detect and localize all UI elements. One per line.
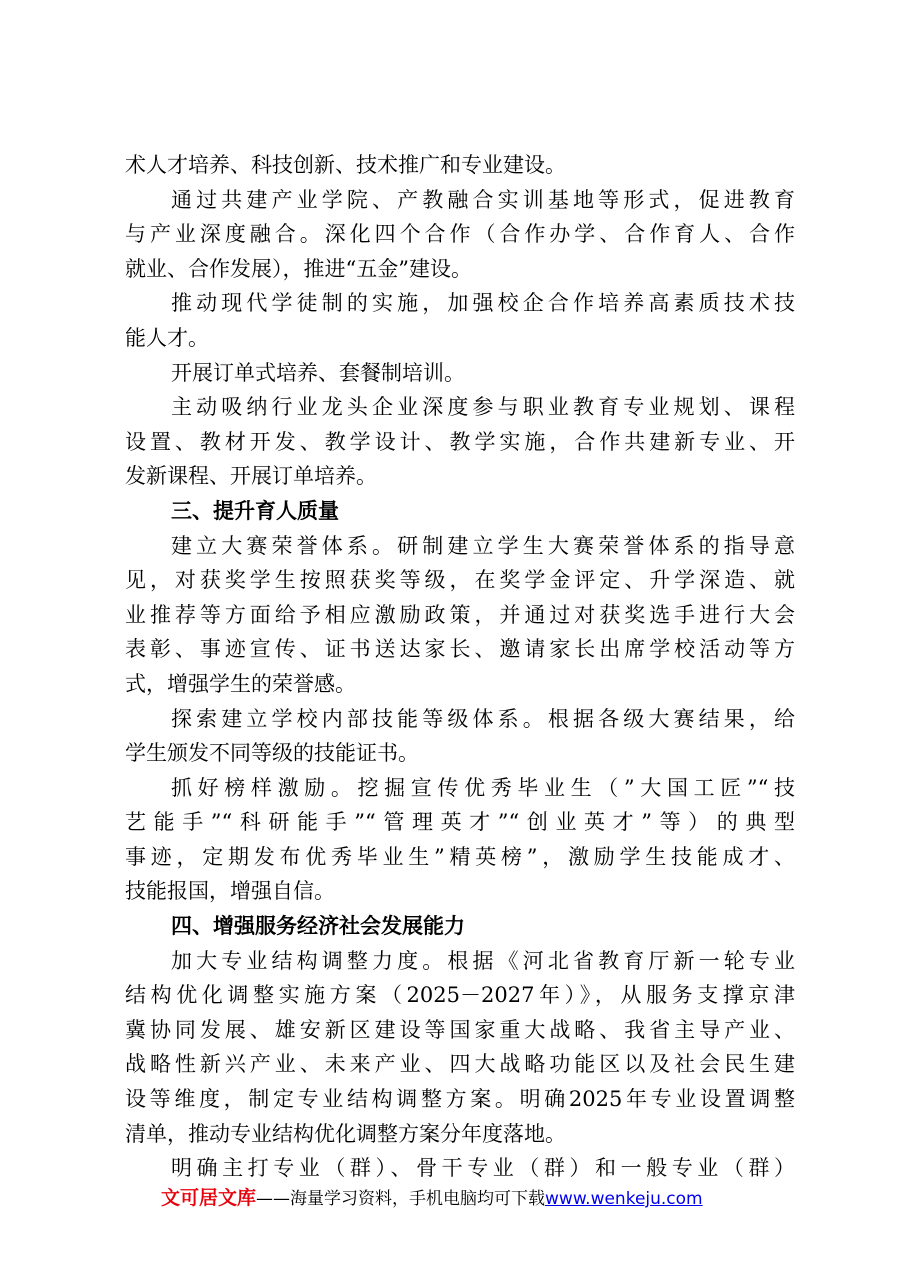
document-body xyxy=(125,148,795,1186)
footer-link[interactable]: www.wenkeju.com xyxy=(545,1189,703,1209)
paragraph-line: 表彰、事迹宣传、证书送达家长、邀请家长出席学校活动等方 xyxy=(125,637,795,662)
paragraph-line: 就业、合作发展），推进“五金”建设。 xyxy=(125,256,472,281)
paragraph-line: 技能报国，增强自信。 xyxy=(125,879,335,904)
paragraph-line: 学生颁发不同等级的技能证书。 xyxy=(125,741,419,766)
paragraph-line: 业推荐等方面给予相应激励政策，并通过对获奖选手进行大会 xyxy=(125,602,795,627)
paragraph-line: 与产业深度融合。深化四个合作（合作办学、合作育人、合作 xyxy=(125,222,795,247)
paragraph-line: 通过共建产业学院、产教融合实训基地等形式，促进教育 xyxy=(171,187,795,212)
paragraph-line: 加大专业结构调整力度。根据《河北省教育厅新一轮专业 xyxy=(171,948,795,973)
footer-slogan: ——海量学习资料，手机电脑均可下载 xyxy=(256,1189,546,1209)
paragraph-line: 发新课程、开展订单培养。 xyxy=(125,464,377,489)
footer-brand: 文可居文库 xyxy=(161,1187,257,1209)
paragraph-line: 能人才。 xyxy=(125,325,209,350)
paragraph-line: 抓好榜样激励。挖掘宣传优秀毕业生（”大国工匠”“技 xyxy=(171,775,795,800)
paragraph-line: 事迹，定期发布优秀毕业生”精英榜”，激励学生技能成才、 xyxy=(125,844,795,869)
paragraph-line: 见，对获奖学生按照获奖等级，在奖学金评定、升学深造、就 xyxy=(125,568,795,593)
section-heading: 四、增强服务经济社会发展能力 xyxy=(171,914,465,939)
paragraph-line: 开展订单式培养、套餐制培训。 xyxy=(171,360,465,385)
paragraph-line: 推动现代学徒制的实施，加强校企合作培养高素质技术技 xyxy=(171,291,795,316)
paragraph-line: 主动吸纳行业龙头企业深度参与职业教育专业规划、课程 xyxy=(171,395,795,420)
paragraph-line: 战略性新兴产业、未来产业、四大战略功能区以及社会民生建 xyxy=(125,1052,795,1077)
paragraph-line: 艺能手”“科研能手”“管理英才”“创业英才”等）的典型 xyxy=(125,810,795,835)
paragraph-line: 式，增强学生的荣誉感。 xyxy=(125,671,356,696)
paragraph-line: 冀协同发展、雄安新区建设等国家重大战略、我省主导产业、 xyxy=(125,1017,795,1042)
paragraph-line: 清单，推动专业结构优化调整方案分年度落地。 xyxy=(125,1121,566,1146)
paragraph-line: 设等维度，制定专业结构调整方案。明确2025年专业设置调整 xyxy=(125,1087,795,1112)
paragraph-line: 术人才培养、科技创新、技术推广和专业建设。 xyxy=(125,153,566,177)
footer-banner xyxy=(161,1183,703,1210)
paragraph-line: 明确主打专业（群）、骨干专业（群）和一般专业（群） xyxy=(171,1156,795,1181)
paragraph-line: 设置、教材开发、教学设计、教学实施，合作共建新专业、开 xyxy=(125,429,795,454)
section-heading: 三、提升育人质量 xyxy=(171,498,339,523)
paragraph-line: 结构优化调整实施方案（2025－2027年）》，从服务支撑京津 xyxy=(125,983,795,1008)
paragraph-line: 建立大赛荣誉体系。研制建立学生大赛荣誉体系的指导意 xyxy=(171,533,795,558)
paragraph-line: 探索建立学校内部技能等级体系。根据各级大赛结果，给 xyxy=(171,706,795,731)
